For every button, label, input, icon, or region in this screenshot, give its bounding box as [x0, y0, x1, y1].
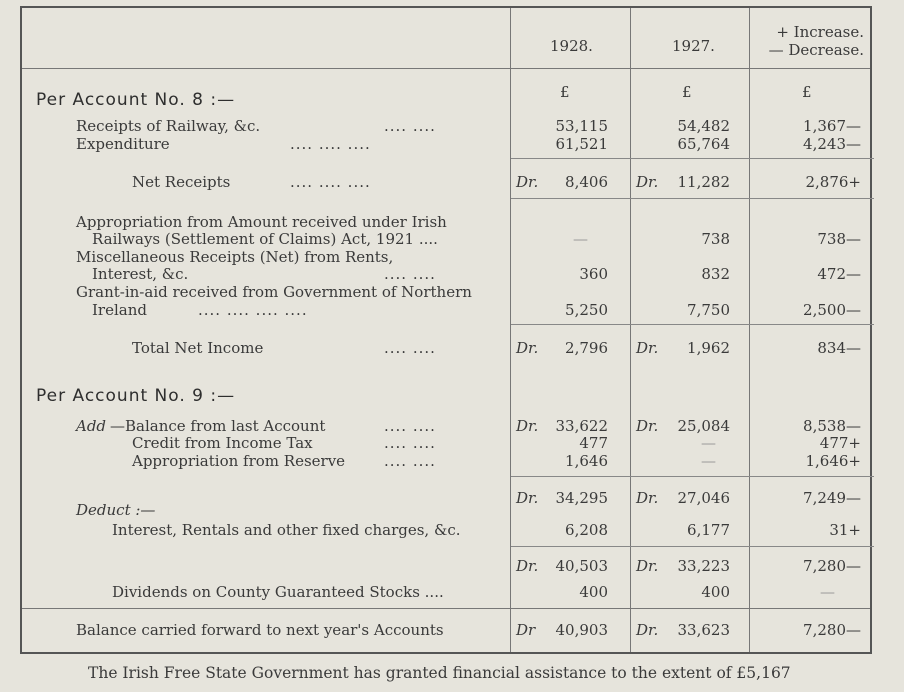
value-1927: — — [701, 452, 716, 470]
total-rule — [511, 198, 874, 199]
debit-marker: Dr — [516, 621, 536, 639]
leader-dots: .... .... — [384, 452, 436, 470]
header-1927: 1927. — [672, 37, 715, 55]
value-1927: 65,764 — [677, 135, 730, 153]
value-1927: 738 — [701, 230, 730, 248]
value-1928: 61,521 — [555, 135, 608, 153]
value-change: 1,646+ — [805, 452, 861, 470]
total-rule — [511, 476, 874, 477]
value-change: 7,280— — [803, 557, 861, 575]
row-label: Interest, &c. — [92, 265, 189, 283]
add-prefix: Add — [76, 417, 107, 435]
row-label: Railways (Settlement of Claims) Act, 1921 .... — [92, 230, 438, 248]
debit-marker: Dr. — [516, 417, 539, 435]
leader-dots: .... .... .... — [290, 135, 371, 153]
row-label: —Balance from last Account — [110, 417, 326, 435]
value-change: 7,249— — [803, 489, 861, 507]
value-1927: 54,482 — [677, 117, 730, 135]
currency-1928: £ — [560, 83, 570, 101]
value-change: 738— — [817, 230, 861, 248]
total-rule — [511, 546, 874, 547]
value-1928: 34,295 — [555, 489, 608, 507]
value-1928: 8,406 — [565, 173, 608, 191]
header-decrease: — Decrease. — [768, 41, 864, 59]
value-change: 7,280— — [803, 621, 861, 639]
value-change: 834— — [817, 339, 861, 357]
debit-marker: Dr. — [516, 489, 539, 507]
row-label: Total Net Income — [132, 339, 264, 357]
row-label: Balance carried forward to next year's Accounts — [76, 621, 444, 639]
value-1928: 40,903 — [555, 621, 608, 639]
debit-marker: Dr. — [636, 489, 659, 507]
leader-dots: .... .... — [384, 417, 436, 435]
value-1927: 25,084 — [677, 417, 730, 435]
footer-text: The Irish Free State Government has granted financial assistance to the extent of £5,167 — [88, 664, 791, 682]
debit-marker: Dr. — [636, 621, 659, 639]
column-divider — [749, 8, 750, 652]
debit-marker: Dr. — [516, 557, 539, 575]
value-1927: 6,177 — [687, 521, 730, 539]
row-label: Receipts of Railway, &c. — [76, 117, 261, 135]
value-1927: 33,223 — [677, 557, 730, 575]
value-1928: — — [573, 230, 588, 248]
value-1928: 33,622 — [555, 417, 608, 435]
value-1927: 11,282 — [677, 173, 730, 191]
total-rule — [511, 158, 874, 159]
section-account-9: Per Account No. 9 :— — [36, 386, 236, 406]
debit-marker: Dr. — [636, 417, 659, 435]
value-change: 8,538— — [803, 417, 861, 435]
row-label: Ireland — [92, 301, 147, 319]
row-label: Miscellaneous Receipts (Net) from Rents, — [76, 248, 394, 266]
deduct-label: Deduct :— — [76, 501, 156, 519]
value-1928: 5,250 — [565, 301, 608, 319]
leader-dots: .... .... — [384, 265, 436, 283]
header-rule — [22, 68, 870, 69]
row-label: Appropriation from Reserve — [132, 452, 346, 470]
total-rule — [511, 324, 874, 325]
value-change: 4,243— — [803, 135, 861, 153]
row-label: Appropriation from Amount received under Irish — [76, 213, 447, 231]
leader-dots: .... .... .... — [290, 173, 371, 191]
debit-marker: Dr. — [636, 173, 659, 191]
value-1928: 360 — [579, 265, 608, 283]
value-1927: 400 — [701, 583, 730, 601]
value-1927: 832 — [701, 265, 730, 283]
value-1928: 400 — [579, 583, 608, 601]
section-account-8: Per Account No. 8 :— — [36, 90, 236, 110]
currency-1927: £ — [682, 83, 692, 101]
value-change: 31+ — [829, 521, 861, 539]
value-1927: 27,046 — [677, 489, 730, 507]
table-rule — [22, 608, 870, 609]
row-label: Dividends on County Guaranteed Stocks .... — [112, 583, 444, 601]
value-change: 2,500— — [803, 301, 861, 319]
row-label: Expenditure — [76, 135, 170, 153]
column-divider — [510, 8, 511, 652]
value-change: 472— — [817, 265, 861, 283]
value-1927: 7,750 — [687, 301, 730, 319]
value-1927: 1,962 — [687, 339, 730, 357]
leader-dots: .... .... — [384, 434, 436, 452]
value-1927: — — [701, 434, 716, 452]
value-change: 1,367— — [803, 117, 861, 135]
debit-marker: Dr. — [636, 557, 659, 575]
currency-change: £ — [802, 83, 812, 101]
value-change: 477+ — [819, 434, 861, 452]
value-1928: 2,796 — [565, 339, 608, 357]
debit-marker: Dr. — [516, 339, 539, 357]
header-increase: + Increase. — [776, 23, 864, 41]
row-label: Grant-in-aid received from Government of Northern — [76, 283, 472, 301]
row-label: Interest, Rentals and other fixed charges, &c. — [112, 521, 461, 539]
value-1928: 53,115 — [555, 117, 608, 135]
value-1927: 33,623 — [677, 621, 730, 639]
value-1928: 1,646 — [565, 452, 608, 470]
value-1928: 40,503 — [555, 557, 608, 575]
row-label: Net Receipts — [132, 173, 231, 191]
value-change: 2,876+ — [805, 173, 861, 191]
column-divider — [630, 8, 631, 652]
debit-marker: Dr. — [636, 339, 659, 357]
accounts-table — [20, 6, 872, 654]
value-1928: 477 — [579, 434, 608, 452]
leader-dots: .... .... — [384, 339, 436, 357]
header-1928: 1928. — [550, 37, 593, 55]
value-change: — — [820, 583, 835, 601]
row-label: Credit from Income Tax — [132, 434, 313, 452]
debit-marker: Dr. — [516, 173, 539, 191]
leader-dots: .... .... .... .... — [198, 301, 308, 319]
leader-dots: .... .... — [384, 117, 436, 135]
value-1928: 6,208 — [565, 521, 608, 539]
